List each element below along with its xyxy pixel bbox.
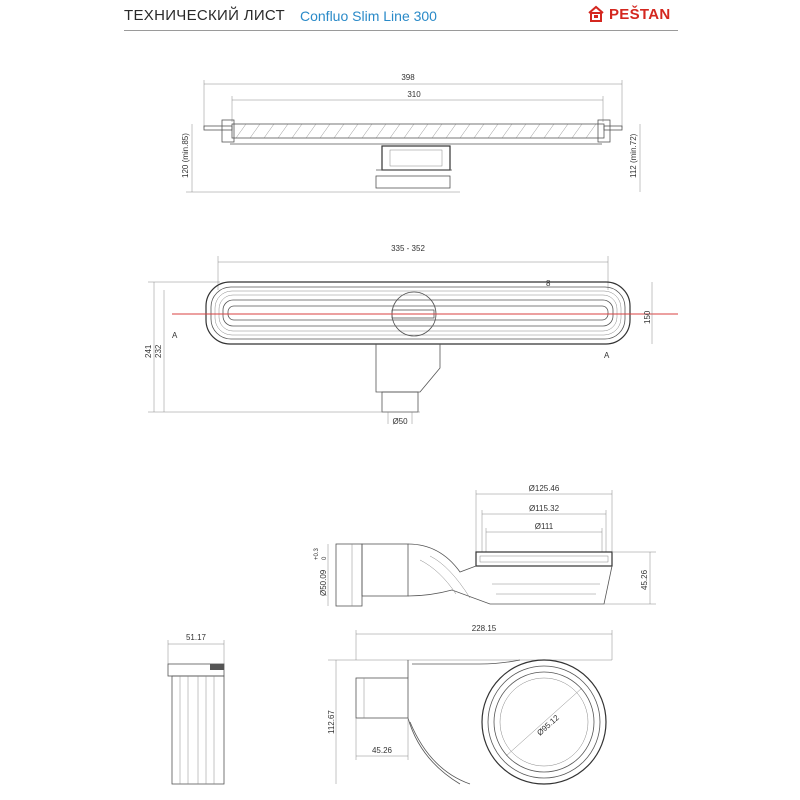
- dim-bottom-height: 112.67: [327, 710, 336, 734]
- bottom-view: [327, 624, 612, 784]
- section-view: [314, 484, 656, 606]
- dim-150: 150: [643, 310, 652, 324]
- side-view: [168, 633, 224, 784]
- document-title: ТЕХНИЧЕСКИЙ ЛИСТ: [124, 7, 286, 24]
- channel-body: [232, 124, 604, 138]
- channel-outline: [206, 282, 630, 344]
- dim-pipe-length: 45.26: [371, 746, 393, 755]
- dim-mid-diameter: Ø115.32: [528, 504, 560, 513]
- dim-side-width: 51.17: [185, 633, 207, 642]
- grate-hatching: [236, 124, 596, 138]
- pipe-inlet: [336, 544, 362, 606]
- plan-view: [144, 244, 678, 426]
- dim-channel-length: 335 - 352: [391, 244, 425, 253]
- dim-241: 241: [144, 344, 153, 358]
- dim-pipe-diameter: Ø50: [392, 417, 408, 426]
- dim-inner-diameter: Ø111: [534, 522, 554, 531]
- dim-grate-length: 310: [407, 90, 421, 99]
- dim-232: 232: [154, 344, 163, 358]
- dim-pipe-tolerance-bottom: 0: [322, 556, 328, 560]
- section-mark-right: A: [604, 351, 610, 360]
- dim-bottom-inner-diameter: Ø95.12: [535, 713, 561, 738]
- siphon-cap: [476, 552, 612, 566]
- dim-overall-length: 398: [401, 73, 415, 82]
- top-elevation-view: [181, 73, 640, 192]
- dim-pipe-tolerance-top: +0.3: [314, 548, 320, 560]
- dim-outer-diameter: Ø125.46: [528, 484, 560, 493]
- brand-name: PEŠTAN: [609, 5, 671, 23]
- section-mark-left: A: [172, 331, 178, 340]
- product-name: Confluo Slim Line 300: [300, 8, 437, 24]
- dim-bottom-length: 228.15: [471, 624, 497, 633]
- dim-section-height: 45.26: [640, 569, 649, 590]
- dim-left-height: 120 (min.85): [181, 133, 190, 178]
- dim-right-height: 112 (min.72): [629, 133, 638, 178]
- dim-pipe-od: Ø50.09: [319, 569, 328, 596]
- small-label: 8: [546, 279, 551, 288]
- siphon-body: [382, 146, 450, 170]
